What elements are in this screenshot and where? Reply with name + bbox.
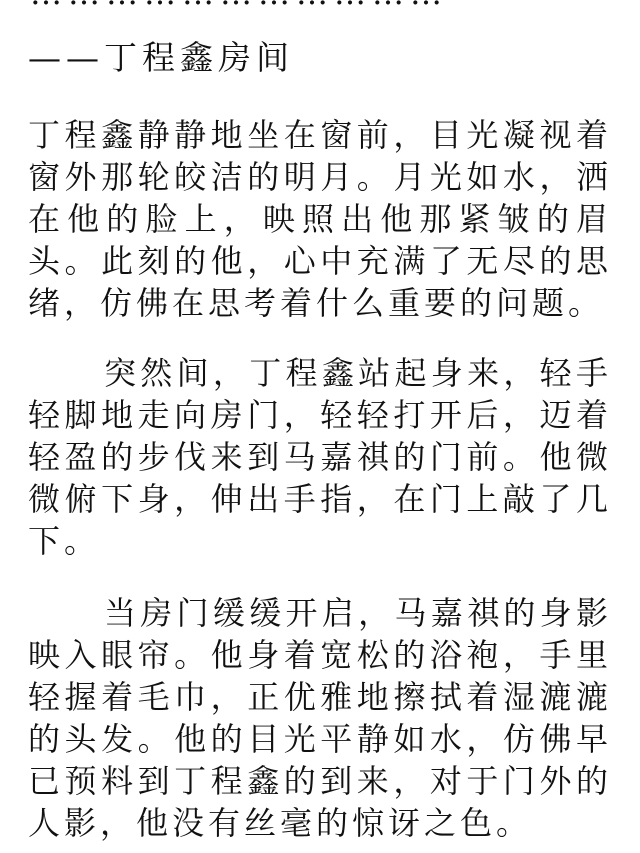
paragraph-1: 丁程鑫静静地坐在窗前，目光凝视着窗外那轮皎洁的明月。月光如水，洒在他的脸上，映照出他那紧皱的眉头。此刻的他，心中充满了无尽的思绪，仿佛在思考着什么重要的问题。: [28, 116, 612, 322]
paragraph-2: 突然间，丁程鑫站起身来，轻手轻脚地走向房门，轻轻打开后，迈着轻盈的步伐来到马嘉祺的门前。他微微俯下身，伸出手指，在门上敲了几下。: [28, 354, 612, 560]
paragraph-3: 当房门缓缓开启，马嘉祺的身影映入眼帘。他身着宽松的浴袍，手里轻握着毛巾，正优雅地擦拭着湿漉漉的头发。他的目光平静如水，仿佛早已预料到丁程鑫的到来，对于门外的人影，他没有丝毫的惊讶之色。: [28, 594, 612, 842]
section-heading: ——丁程鑫房间: [28, 38, 294, 77]
cropped-text-line: [30, 0, 590, 8]
